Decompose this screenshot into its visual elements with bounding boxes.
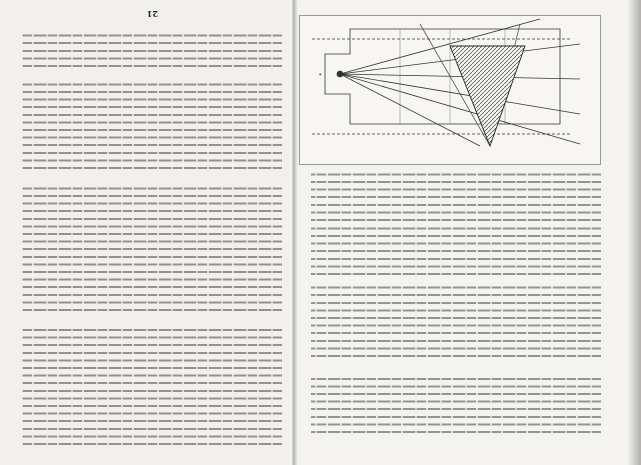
construction-line xyxy=(340,74,580,144)
body-text-block xyxy=(311,171,601,221)
body-text-block xyxy=(22,327,282,445)
page-number: 21 xyxy=(146,9,158,19)
point-label: • xyxy=(318,70,322,77)
left-page xyxy=(296,0,641,465)
page-edge-shadow xyxy=(627,0,641,465)
construction-line xyxy=(340,74,480,146)
body-text-block xyxy=(311,282,601,357)
construction-line xyxy=(340,74,580,79)
body-text-block xyxy=(22,185,282,311)
body-text-block xyxy=(22,29,282,67)
body-text-block xyxy=(22,83,282,169)
body-text-block xyxy=(311,373,601,433)
plan-figure xyxy=(299,15,601,165)
body-text-block xyxy=(311,227,601,275)
right-page xyxy=(0,0,292,465)
focal-point xyxy=(337,71,343,77)
construction-drawing xyxy=(300,16,600,164)
